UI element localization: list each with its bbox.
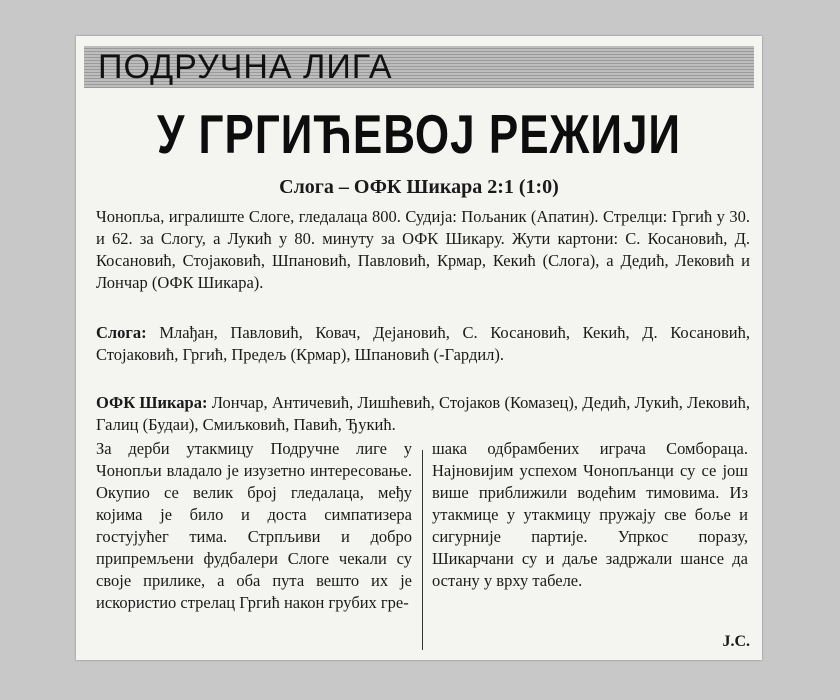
article-column-left: За дерби утакмицу Подручне лиге у Чонопљи владало је изузетно интересовање. Окупио се велик број гледалаца, међу којима је било и доста симпатизера гостујућег тима. Стрпљиви и добро припремљени фудбалери Слоге чекали су своје прилике, а оба пута вешто их је искористио стрелац Гргић након грубих гре- <box>96 439 412 612</box>
sloga-lineup <box>96 322 750 366</box>
section-title: ПОДРУЧНА ЛИГА <box>98 48 393 86</box>
author-signature: Ј.С. <box>722 633 750 650</box>
ofk-lineup <box>96 392 750 436</box>
headline: У ГРГИЋЕВОЈ РЕЖИЈИ <box>156 104 682 166</box>
match-result: Слога – ОФК Шикара 2:1 (1:0) <box>279 176 559 198</box>
ofk-players: Лончар, Античевић, Лишћевић, Стојаков (Комазец), Дедић, Лукић, Лековић, Галиц (Будаи), Смиљковић, Павић, Ђукић. <box>96 393 750 434</box>
newspaper-clipping <box>76 36 762 660</box>
section-banner <box>84 46 754 88</box>
column-divider <box>422 450 423 650</box>
sloga-team-name: Слога: <box>96 323 147 342</box>
match-info: Чонопља, игралиште Слоге, гледалаца 800. Судија: Пољаник (Апатин). Стрелци: Гргић у 30. и 62. за Слогу, а Лукић у 80. минуту за ОФК Шикару. Жути картони: С. Косановић, Д. Косановић, Стојаковић, Шпановић, Павловић, Крмар, Кекић (Слога), а Дедић, Лековић и Лончар (ОФК Шикара). <box>96 207 750 292</box>
article-column-right: шака одбрамбених играча Сомбораца. Најновијим успехом Чонопљанци су се још више приближили водећим тимовима. Из утакмице у утакмицу пружају све боље и сигурније партије. Упркос поразу, Шикарчани су и даље задржали шансе да остану у врху табеле. <box>432 439 748 590</box>
sloga-players: Млађан, Павловић, Ковач, Дејановић, С. Косановић, Кекић, Д. Косановић, Стојаковић, Гргић, Предељ (Крмар), Шпановић (-Гардил). <box>96 323 750 364</box>
ofk-team-name: ОФК Шикара: <box>96 393 208 412</box>
